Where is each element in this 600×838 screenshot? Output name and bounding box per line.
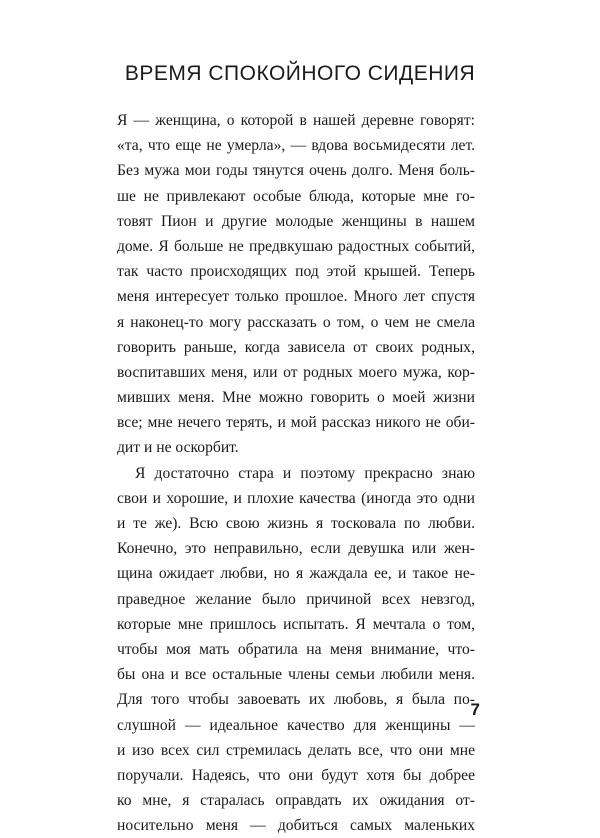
text-line: свои и хорошие, и плохие качества (иногда это одни [117, 489, 475, 507]
text-line: я наконец-то могу рассказать о том, о чем не смела [117, 313, 475, 331]
body-text [117, 108, 475, 838]
text-line: мивших меня. Мне можно говорить о моей жизни [117, 389, 475, 407]
chapter-title: ВРЕМЯ СПОКОЙНОГО СИДЕНИЯ [124, 62, 476, 85]
text-line: товят Пион и другие молодые женщины в нашем [117, 212, 475, 230]
text-line: и те же). Всю свою жизнь я тосковала по любви. [117, 515, 475, 532]
text-line: доме. Я больше не предвкушаю радостных событий, [117, 237, 475, 255]
paragraph [117, 461, 475, 838]
text-line: говорить раньше, когда зависела от своих родных, [117, 338, 475, 356]
text-line: чтобы моя мать обратила на меня внимание, что- [117, 640, 475, 658]
text-line: которые мне пришлось испытать. Я мечтала о том, [117, 615, 475, 633]
text-line: бы она и все остальные члены семьи любили меня. [117, 666, 475, 684]
text-line: Без мужа мои годы тянутся очень долго. Меня боль- [117, 162, 475, 180]
text-line: так часто происходящих под этой крышей. Теперь [117, 263, 475, 281]
text-line: «та, что еще не умерла», — вдова восьмидесяти лет. [117, 137, 475, 155]
text-line: дит и не оскорбит. [117, 439, 239, 457]
paragraph [117, 108, 475, 461]
text-line: поручали. Надеясь, что они будут хотя бы добрее [117, 766, 475, 784]
text-line: ше не привлекают особые блюда, которые мне го- [117, 187, 475, 205]
text-line: Для того чтобы завоевать их любовь, я была по- [117, 691, 475, 709]
text-line: слушной — идеальное качество для женщины — [117, 716, 475, 734]
text-line: меня интересует только прошлое. Много лет спустя [117, 288, 475, 306]
text-line: и изо всех сил стремилась делать все, что они мне [117, 741, 475, 759]
text-line: праведное желание было причиной всех невзгод, [117, 590, 475, 608]
page-number: 7 [470, 700, 480, 719]
text-line: носительно меня — добиться самых маленьких [117, 817, 475, 835]
text-line: Я достаточно стара и поэтому прекрасно знаю [135, 464, 475, 482]
text-line: щина ожидает любви, но я жаждала ее, и такое не- [117, 565, 475, 583]
text-line: Конечно, это неправильно, если девушка или жен- [117, 540, 475, 558]
text-line: ко мне, я старалась оправдать их ожидания от- [117, 792, 475, 810]
text-line: все; мне нечего терять, и мой рассказ никого не оби- [117, 414, 475, 432]
text-line: Я — женщина, о которой в нашей деревне говорят: [117, 112, 475, 129]
text-line: воспитавших меня, или от родных моего мужа, кор- [117, 363, 475, 381]
